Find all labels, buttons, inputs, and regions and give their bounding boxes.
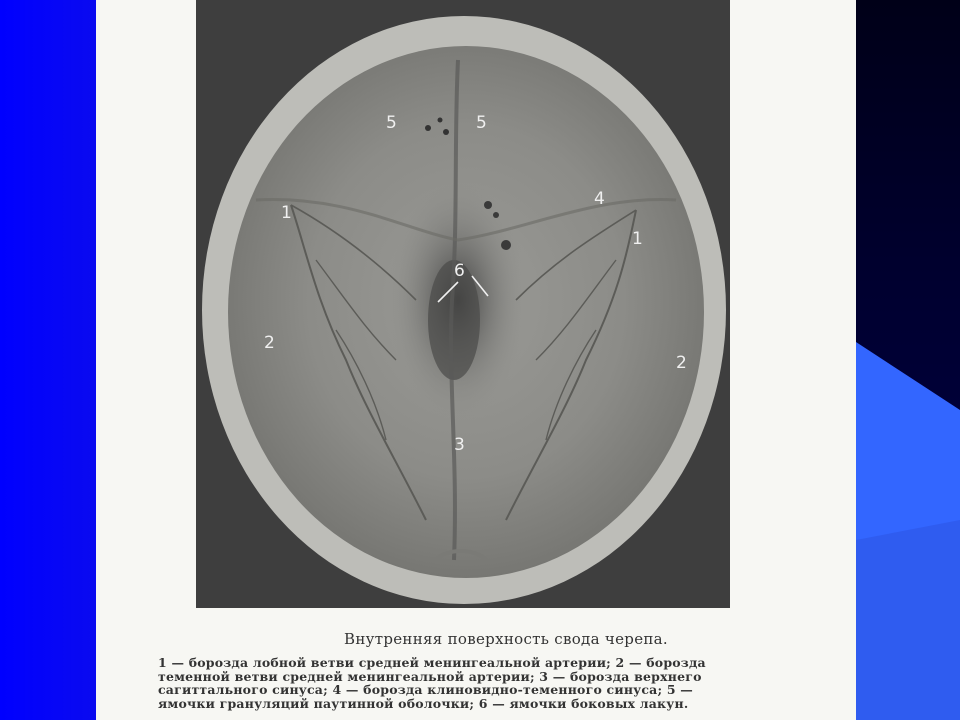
legend-line: сагиттального синуса; 4 — борозда клиновидно-теменного синуса; 5 — <box>158 682 694 697</box>
legend-line: 1 — борозда лобной ветви средней менингеальной артерии; 2 — борозда <box>158 655 706 670</box>
left-blue-band <box>0 0 96 720</box>
right-decor-shape <box>856 0 960 720</box>
scanned-page <box>96 0 856 720</box>
figure-title: Внутренняя поверхность свода черепа. <box>344 630 668 648</box>
label-4: 4 <box>594 189 605 209</box>
label-1-right: 1 <box>632 229 643 249</box>
skull-vault-image <box>196 0 730 608</box>
label-2-left: 2 <box>264 333 275 353</box>
legend-line: теменной ветви средней менингеальной артерии; 3 — борозда верхнего <box>158 668 702 684</box>
right-decor-band <box>856 0 960 720</box>
skull-vault-photo <box>196 0 730 608</box>
legend-line: ямочки грануляций паутинной оболочки; 6 — ямочки боковых лакун. <box>158 695 689 711</box>
label-1-left: 1 <box>281 203 292 223</box>
label-2-right: 2 <box>676 353 687 373</box>
figure-legend <box>158 656 778 710</box>
label-6: 6 <box>454 261 465 281</box>
label-5-right: 5 <box>476 113 487 133</box>
label-3: 3 <box>454 435 465 455</box>
label-5-left: 5 <box>386 113 397 133</box>
